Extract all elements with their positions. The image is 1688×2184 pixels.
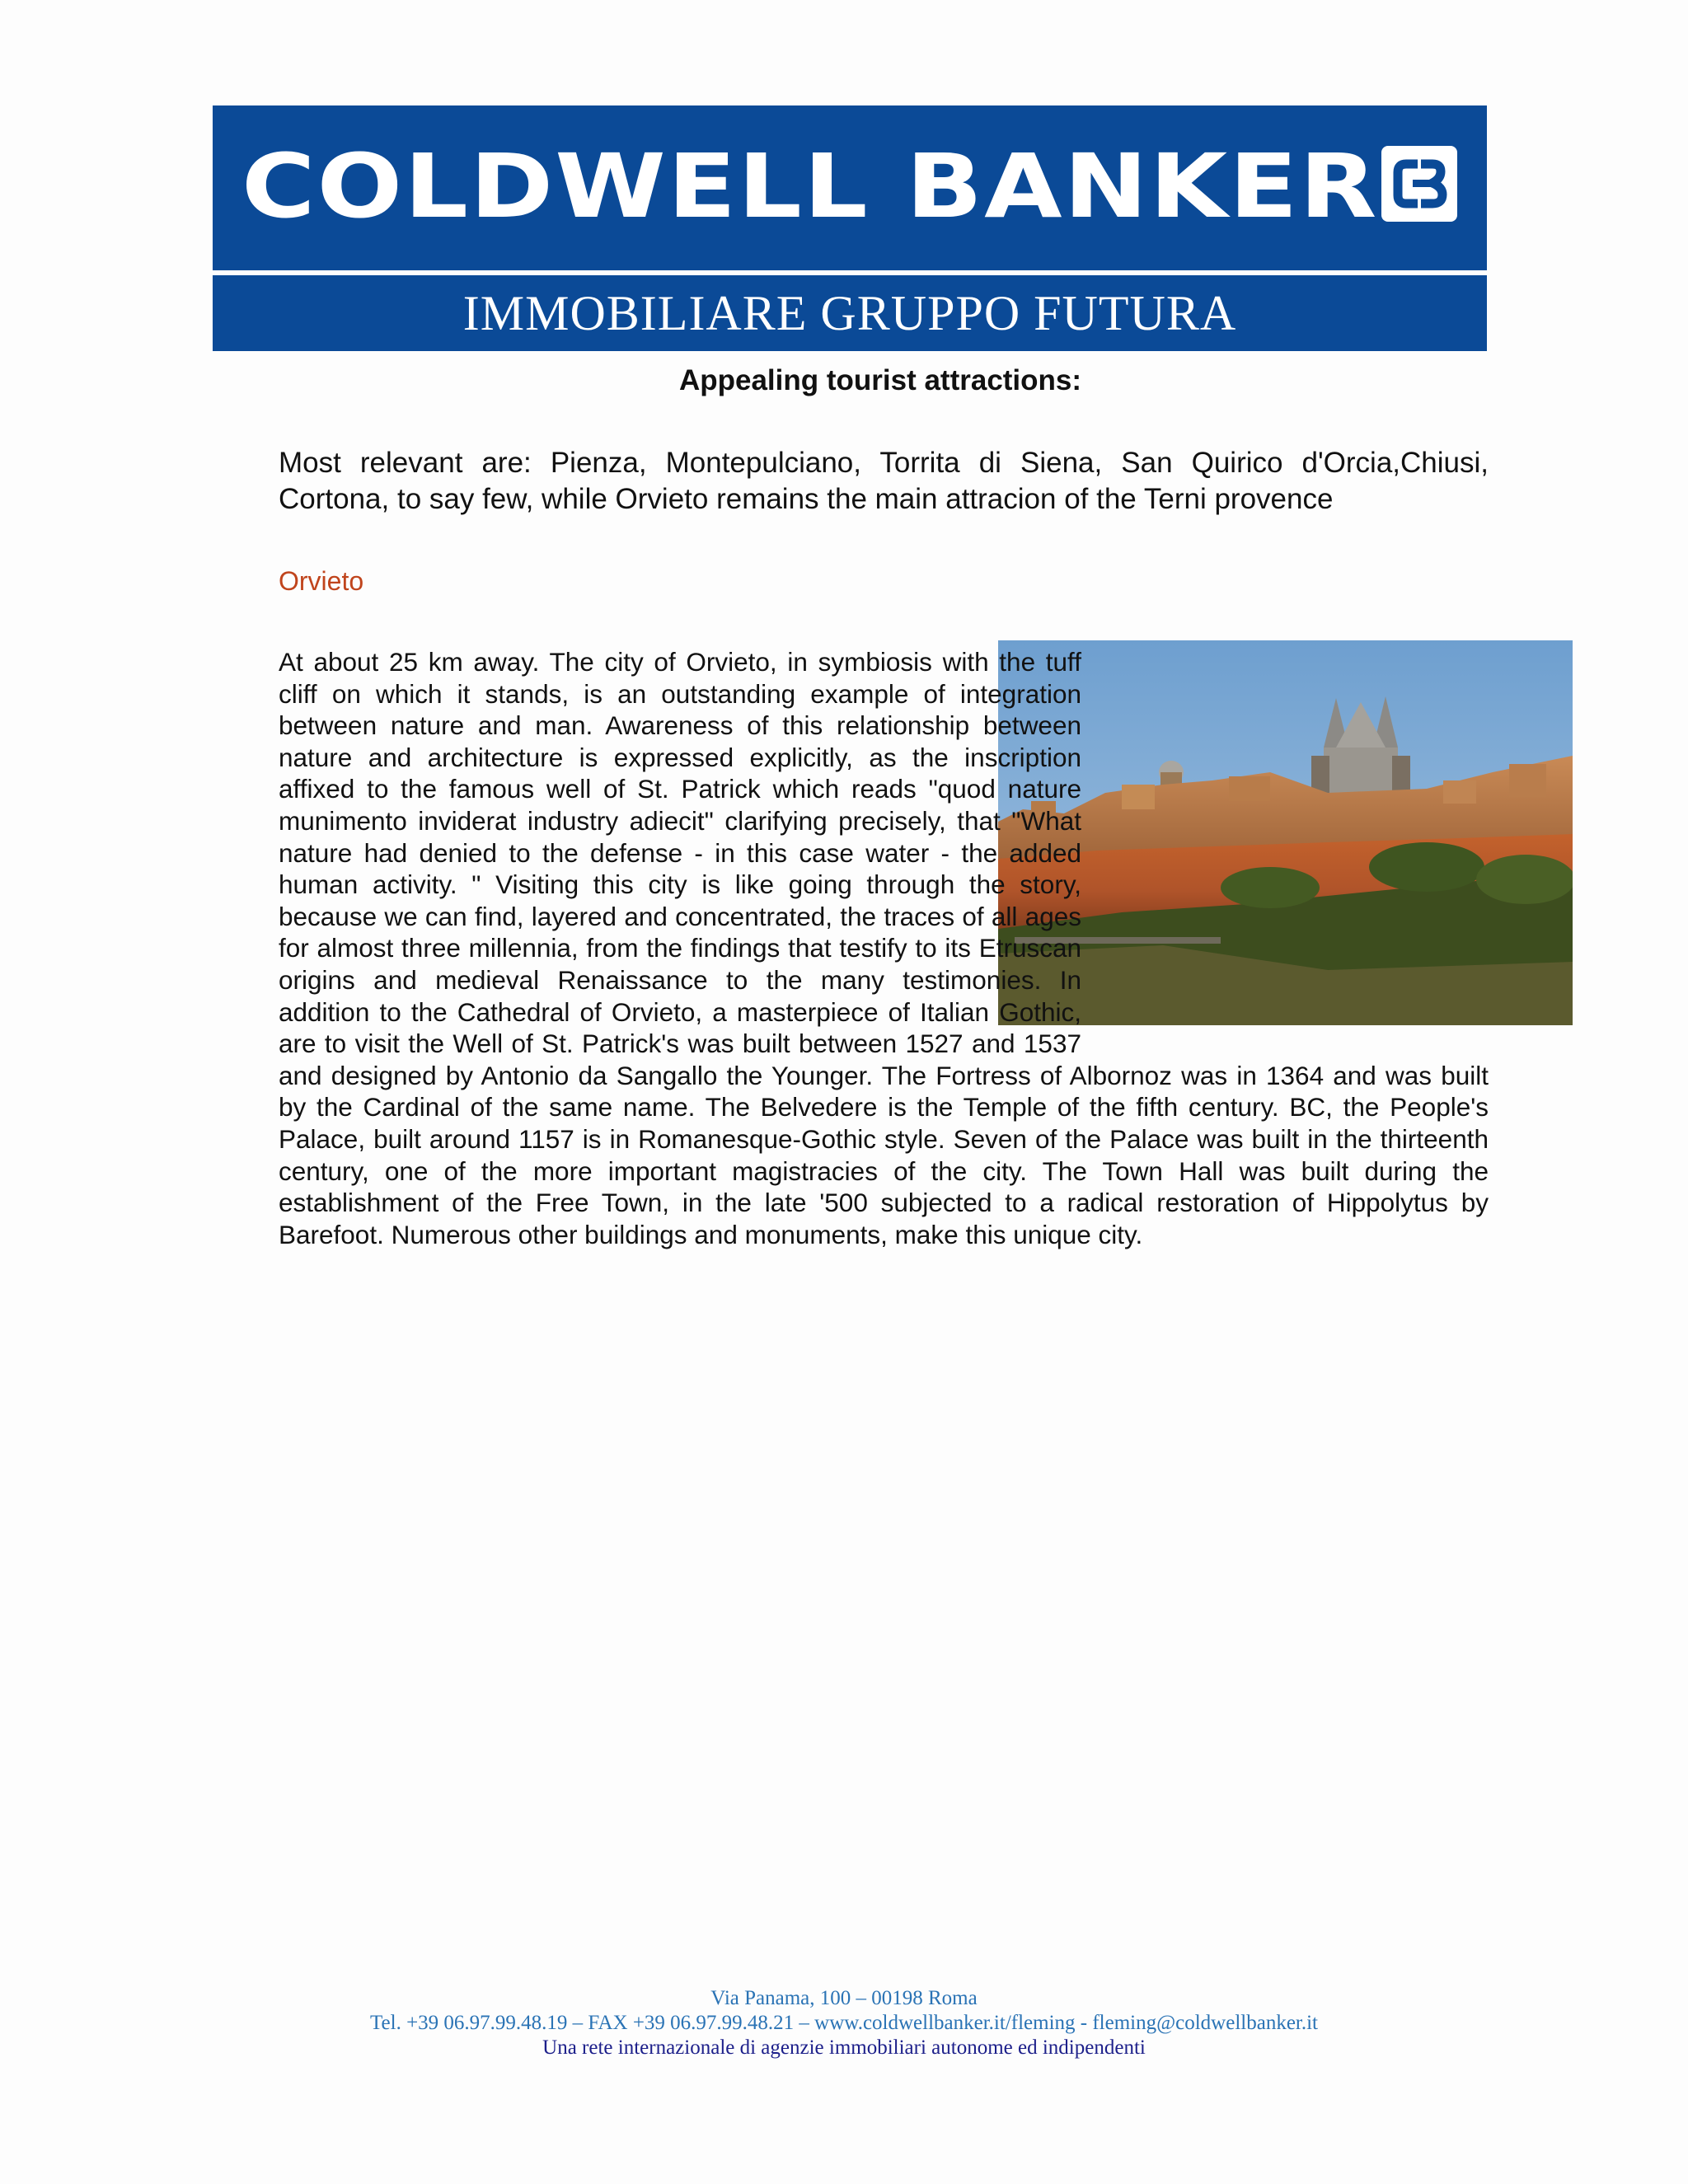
body-text: At about 25 km away. The city of Orvieto, in symbiosis with the tuff cliff on which it stands, is an outstanding example of integration between nature and man. Awareness of this relationship between nature and architecture is expressed explicitly, as the inscription affixed to the famous well of St. Patrick which reads "quod nature munimento inviderat industry adiecit" clarifying precisely, that "What nature had denied to the defense - in this case water - the added human activity. " Visiting this city is like going through the story, because we can find, layered and concentrated, the traces of all ages for almost three millennia, from the findings that testify to its Etruscan origins and medieval Renaissance to the many testimonies. In addition to the Cathedral of Orvieto, a masterpiece of Italian Gothic, are to visit the Well of St. Patrick's was built between 1527 and 1537 and designed by Antonio da Sangallo the Younger. The Fortress of Albornoz was in 1364 and was built by the Cardinal of the same name. The Belvedere is the Temple of the fifth century. BC, the People's Palace, built around 1157 is in Romanesque-Gothic style. Seven of the Palace was built in the thirteenth century, one of the more important magistracies of the city. The Town Hall was built during the establishment of the Free Town, in the late '500 subjected to a radical restoration of Hippolytus by Barefoot. Numerous other buildings and monuments, make this unique city. bbox=[279, 647, 1489, 1249]
brand-banner bbox=[213, 105, 1487, 270]
page-title: Appealing tourist attractions: bbox=[678, 364, 1082, 396]
footer-tagline: Una rete internazionale di agenzie immobiliari autonome ed indipendenti bbox=[542, 2036, 1146, 2059]
section-heading: Orvieto bbox=[279, 566, 364, 596]
brand-subtitle-banner bbox=[213, 275, 1487, 351]
intro-paragraph: Most relevant are: Pienza, Montepulciano, Torrita di Siena, San Quirico d'Orcia,Chiusi, Cortona, to say few, while Orvieto remains the main attracion of the Terni provence bbox=[279, 447, 1489, 515]
footer-address: Via Panama, 100 – 00198 Roma bbox=[710, 1987, 978, 2009]
brand-mark-icon bbox=[1381, 146, 1457, 222]
body-paragraph bbox=[279, 646, 1489, 1250]
photo-spacer bbox=[1081, 646, 1489, 1030]
brand-subtitle: IMMOBILIARE GRUPPO FUTURA bbox=[462, 286, 1237, 340]
brand-logo-text: COLDWELL BANKER bbox=[241, 134, 1379, 238]
footer-contacts[interactable]: Tel. +39 06.97.99.48.19 – FAX +39 06.97.99.48.21 – www.coldwellbanker.it/fleming - fleming@coldwellbanker.it bbox=[370, 2012, 1318, 2034]
